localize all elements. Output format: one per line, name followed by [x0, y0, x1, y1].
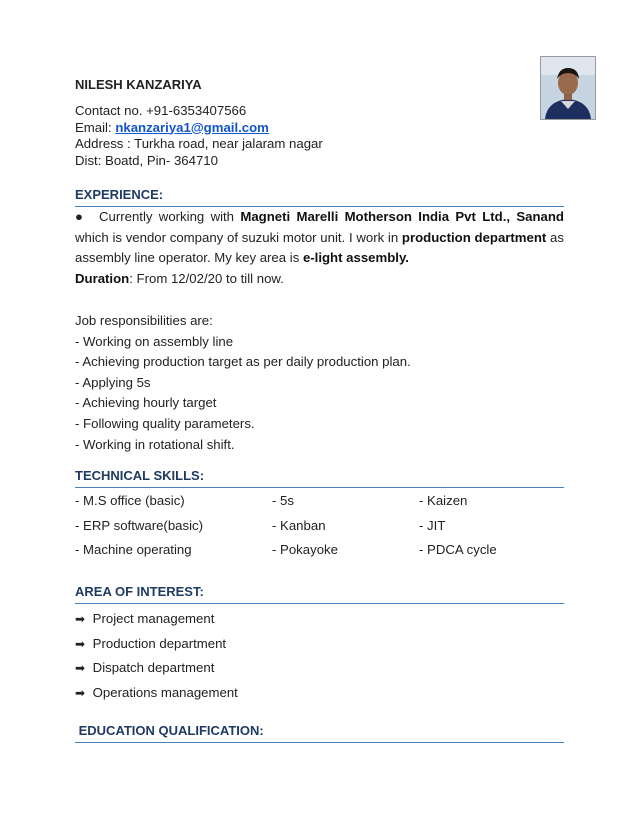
responsibilities-intro: Job responsibilities are: [75, 313, 213, 328]
arrow-right-icon: ➡ [75, 685, 86, 700]
list-item: ➡ Project management [75, 607, 238, 632]
candidate-name: NILESH KANZARIYA [75, 77, 202, 92]
phone-line: Contact no. +91-6353407566 [75, 103, 247, 118]
skill-item: - PDCA cycle [419, 542, 497, 557]
arrow-right-icon: ➡ [75, 661, 86, 675]
list-item: - Following quality parameters. [75, 415, 255, 431]
list-item: ➡ Dispatch department [75, 656, 238, 681]
email-link[interactable]: nkanzariya1@gmail.com [115, 119, 269, 135]
company-name: Magneti Marelli Motherson India Pvt Ltd., Sanand [240, 209, 564, 224]
district-line: Dist: Boatd, Pin- 364710 [75, 152, 218, 168]
department-name: production department [401, 229, 547, 245]
key-area: e-light assembly. [302, 250, 409, 266]
email-label: Email: [75, 119, 116, 135]
address-line: Address : Turkha road, near jalaram nagar [75, 136, 323, 151]
skill-item: - JIT [419, 517, 446, 533]
experience-paragraph: ● Currently working with Magneti Marelli Motherson India Pvt Ltd., Sanand which is vendor company of suzuki motor unit. I work in production department as assembly line operator. My key area is e-light assembly. Duration: From 12/02/20 to till now. [75, 209, 564, 286]
education-heading: EDUCATION QUALIFICATION: [75, 723, 564, 743]
skill-item: - ERP software(basic) [75, 517, 204, 533]
duration-label: Duration [75, 270, 130, 286]
bullet-icon: ● [75, 209, 83, 224]
skill-item: - M.S office (basic) [75, 493, 185, 508]
list-item: - Working on assembly line [75, 333, 234, 349]
contact-block [75, 103, 323, 169]
area-of-interest-heading: AREA OF INTEREST: [75, 584, 564, 604]
skills-grid [75, 493, 564, 567]
duration-value: : From 12/02/20 to till now. [129, 270, 284, 286]
skill-item: - 5s [272, 493, 294, 508]
list-item: - Achieving production target as per daily production plan. [75, 354, 411, 370]
arrow-right-icon: ➡ [75, 612, 86, 626]
interest-list [75, 607, 238, 705]
list-item: - Working in rotational shift. [75, 436, 235, 452]
responsibilities-list [75, 311, 411, 455]
skill-item: - Kanban [272, 517, 326, 533]
list-item: ➡ Production department [75, 632, 238, 657]
experience-heading: EXPERIENCE: [75, 187, 564, 207]
skill-row [75, 542, 564, 567]
arrow-right-icon: ➡ [75, 636, 86, 651]
technical-skills-heading: TECHNICAL SKILLS: [75, 468, 564, 488]
email-line [75, 120, 323, 137]
skill-row [75, 493, 564, 518]
profile-photo [540, 56, 596, 120]
list-item: - Applying 5s [75, 374, 151, 390]
list-item: ➡ Operations management [75, 681, 238, 706]
skill-item: - Machine operating [75, 542, 192, 557]
skill-item: - Kaizen [419, 493, 468, 508]
skill-row [75, 518, 564, 543]
skill-item: - Pokayoke [272, 542, 338, 557]
list-item: - Achieving hourly target [75, 395, 217, 411]
